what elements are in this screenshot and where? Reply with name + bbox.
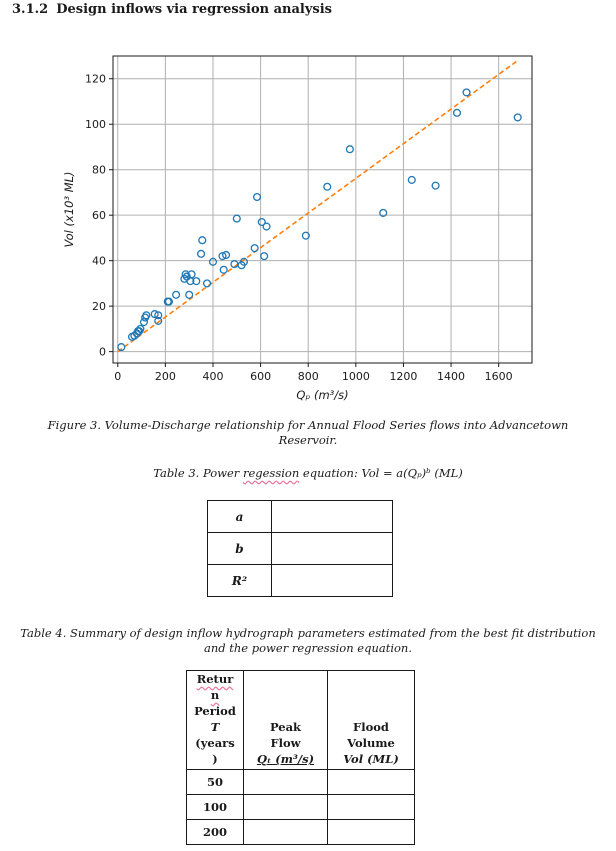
table-row: [208, 501, 393, 533]
x-tick-label: 800: [297, 370, 319, 383]
table-row: [187, 770, 415, 795]
data-point: [263, 223, 270, 230]
flood-volume-header-line2: Volume: [347, 736, 395, 750]
scatter-chart: [55, 52, 545, 402]
y-axis-label: Vol (x10³ ML): [62, 171, 76, 248]
table3-caption: [40, 466, 576, 481]
data-point: [186, 291, 193, 298]
return-period-symbol: T: [210, 720, 220, 734]
y-tick-label: 0: [99, 345, 106, 359]
y-tick-label: 40: [92, 254, 106, 268]
data-point: [408, 177, 415, 184]
coefficient-b-label: b: [208, 533, 272, 565]
y-tick-label: 120: [85, 72, 106, 86]
return-period-cell: 100: [187, 795, 244, 820]
return-period-unit-line2: ): [212, 752, 218, 766]
x-tick-label: 400: [202, 370, 224, 383]
flood-volume-header: [328, 671, 415, 770]
y-tick-label: 100: [85, 118, 106, 132]
flood-volume-cell[interactable]: [328, 820, 415, 845]
x-tick-label: 1400: [437, 370, 466, 383]
table-header-row: [187, 671, 415, 770]
x-tick-label: 600: [250, 370, 272, 383]
data-point: [346, 146, 353, 153]
coefficient-a-label: a: [208, 501, 272, 533]
return-period-header-line2[interactable]: n: [210, 688, 220, 702]
peak-flow-symbol: Qₜ (m³/s): [256, 752, 315, 766]
data-point: [173, 291, 180, 298]
peak-flow-header: [244, 671, 328, 770]
data-point: [198, 250, 205, 257]
data-point: [204, 280, 211, 287]
x-tick-label: 1600: [484, 370, 513, 383]
y-tick-label: 20: [92, 300, 106, 314]
data-point: [432, 182, 439, 189]
data-point: [261, 253, 268, 260]
table-row: [208, 533, 393, 565]
data-point: [514, 114, 521, 121]
x-axis-label: Qₚ (m³/s): [296, 388, 349, 402]
regression-fit-line: [118, 61, 518, 352]
flood-volume-header-line1: Flood: [353, 720, 389, 734]
peak-flow-header-line1: Peak: [269, 720, 302, 734]
coefficient-a-cell[interactable]: [272, 501, 393, 533]
flood-volume-symbol: Vol (ML): [343, 752, 399, 766]
data-point: [251, 245, 258, 252]
flood-volume-cell[interactable]: [328, 770, 415, 795]
return-period-cell: 50: [187, 770, 244, 795]
return-period-unit-line1: (years: [195, 736, 235, 750]
return-period-header: [187, 671, 244, 770]
return-period-cell: 200: [187, 820, 244, 845]
table3-caption-prefix: Table 3. Power: [153, 466, 243, 480]
peak-flow-cell[interactable]: [244, 820, 328, 845]
table3-caption-misspelled-word[interactable]: regession: [242, 466, 300, 480]
design-inflow-table: [186, 670, 415, 845]
section-heading: [12, 2, 332, 17]
x-tick-label: 1200: [389, 370, 418, 383]
x-tick-label: 1000: [341, 370, 370, 383]
peak-flow-cell[interactable]: [244, 795, 328, 820]
figure-caption: Figure 3. Volume-Discharge relationship for Annual Flood Series flows into Advancetown Reservoir.: [47, 418, 569, 447]
data-point: [143, 312, 150, 319]
return-period-header-line3: Period: [194, 704, 236, 718]
y-tick-label: 80: [92, 163, 106, 177]
section-title: Design inflows via regression analysis: [56, 2, 332, 17]
data-point: [141, 319, 148, 326]
table-row: [187, 795, 415, 820]
table4-caption: Table 4. Summary of design inflow hydrograph parameters estimated from the best fit distribution and the power regression equation.: [20, 626, 596, 655]
flood-volume-cell[interactable]: [328, 795, 415, 820]
data-point: [233, 215, 240, 222]
table3-equation: Vol = a(Qₚ)ᵇ (ML): [361, 466, 463, 480]
data-point: [220, 266, 227, 273]
data-point: [463, 89, 470, 96]
table-row: [208, 565, 393, 597]
table-row: [187, 820, 415, 845]
r-squared-label: R²: [208, 565, 272, 597]
data-point: [324, 183, 331, 190]
peak-flow-header-line2: Flow: [270, 736, 301, 750]
coefficient-b-cell[interactable]: [272, 533, 393, 565]
y-tick-label: 60: [92, 209, 106, 223]
r-squared-cell[interactable]: [272, 565, 393, 597]
x-tick-label: 200: [154, 370, 176, 383]
peak-flow-cell[interactable]: [244, 770, 328, 795]
x-tick-label: 0: [114, 370, 122, 383]
section-number: 3.1.2: [12, 2, 49, 17]
data-point: [254, 194, 261, 201]
table3-caption-suffix: equation:: [299, 466, 362, 480]
return-period-header-line1[interactable]: Retur: [196, 672, 234, 686]
regression-coefficients-table: [207, 500, 393, 597]
data-point: [199, 237, 206, 244]
plot-frame: [113, 56, 532, 363]
data-point: [454, 109, 461, 116]
